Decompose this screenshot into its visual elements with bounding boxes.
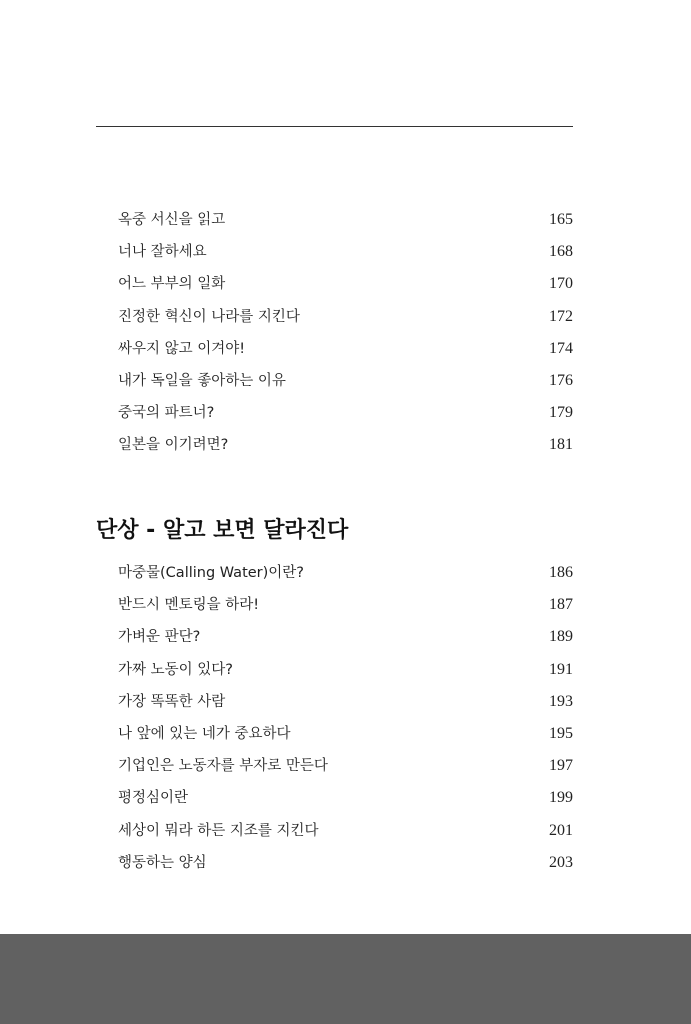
toc-entry[interactable]: [118, 367, 573, 399]
toc-entry-title: 가장 똑똑한 사람: [118, 693, 226, 710]
toc-entry-title: 행동하는 양심: [118, 854, 207, 871]
toc-entry-page: 201: [549, 821, 573, 839]
toc-entry[interactable]: [118, 656, 573, 688]
toc-entry-page: 170: [549, 275, 573, 293]
toc-entry-page: 191: [549, 660, 573, 678]
toc-entry[interactable]: [118, 399, 573, 431]
toc-entry-title: 진정한 혁신이 나라를 지킨다: [118, 308, 300, 325]
toc-entry-title: 평정심이란: [118, 790, 189, 807]
toc-entry[interactable]: [118, 623, 573, 655]
toc-entry[interactable]: [118, 431, 573, 463]
toc-list-section-1: [118, 206, 573, 464]
toc-entry-title: 너나 잘하세요: [118, 244, 207, 261]
toc-entry-title: 어느 부부의 일화: [118, 276, 226, 293]
toc-entry-title: 일본을 이기려면?: [118, 437, 229, 454]
toc-entry-title: 가벼운 판단?: [118, 629, 201, 646]
toc-entry-title: 중국의 파트너?: [118, 405, 215, 422]
toc-entry-title: 기업인은 노동자를 부자로 만든다: [118, 758, 328, 775]
toc-entry-page: 176: [549, 371, 573, 389]
toc-entry-title: 세상이 뭐라 하든 지조를 지킨다: [118, 822, 319, 839]
toc-entry-page: 186: [549, 564, 573, 581]
toc-entry-title: 반드시 멘토링을 하라!: [118, 597, 260, 614]
toc-entry-title: 마중물(Calling Water)이란?: [118, 565, 305, 581]
toc-entry[interactable]: [118, 206, 573, 238]
toc-entry-page: 199: [549, 789, 573, 807]
toc-entry-page: 168: [549, 243, 573, 261]
toc-list-section-2: [118, 559, 573, 881]
footer-band: [0, 934, 691, 1024]
toc-entry-title: 내가 독일을 좋아하는 이유: [118, 372, 286, 389]
toc-entry[interactable]: [118, 720, 573, 752]
toc-entry-title: 나 앞에 있는 네가 중요하다: [118, 725, 291, 742]
toc-entry-title: 가짜 노동이 있다?: [118, 661, 233, 678]
toc-entry-page: 195: [549, 724, 573, 742]
toc-entry[interactable]: [118, 752, 573, 784]
toc-entry-page: 179: [549, 404, 573, 422]
toc-entry-page: 193: [549, 692, 573, 710]
toc-entry-page: 187: [549, 596, 573, 614]
toc-entry-page: 189: [549, 628, 573, 646]
toc-entry-page: 172: [549, 307, 573, 325]
toc-entry[interactable]: [118, 784, 573, 816]
toc-entry[interactable]: [118, 270, 573, 302]
toc-entry-page: 181: [549, 436, 573, 454]
toc-entry[interactable]: [118, 303, 573, 335]
toc-entry[interactable]: [118, 238, 573, 270]
toc-entry-title: 싸우지 않고 이겨야!: [118, 340, 246, 357]
toc-entry-page: 165: [549, 211, 573, 228]
top-divider: [96, 126, 573, 127]
toc-entry[interactable]: [118, 688, 573, 720]
section-heading: 단상 - 알고 보면 달라진다: [96, 518, 349, 543]
toc-entry-page: 197: [549, 757, 573, 775]
toc-entry[interactable]: [118, 559, 573, 591]
toc-entry-page: 174: [549, 339, 573, 357]
toc-entry[interactable]: [118, 591, 573, 623]
toc-entry[interactable]: [118, 817, 573, 849]
toc-entry[interactable]: [118, 335, 573, 367]
toc-entry[interactable]: [118, 849, 573, 881]
toc-entry-page: 203: [549, 853, 573, 871]
toc-entry-title: 옥중 서신을 읽고: [118, 212, 226, 228]
